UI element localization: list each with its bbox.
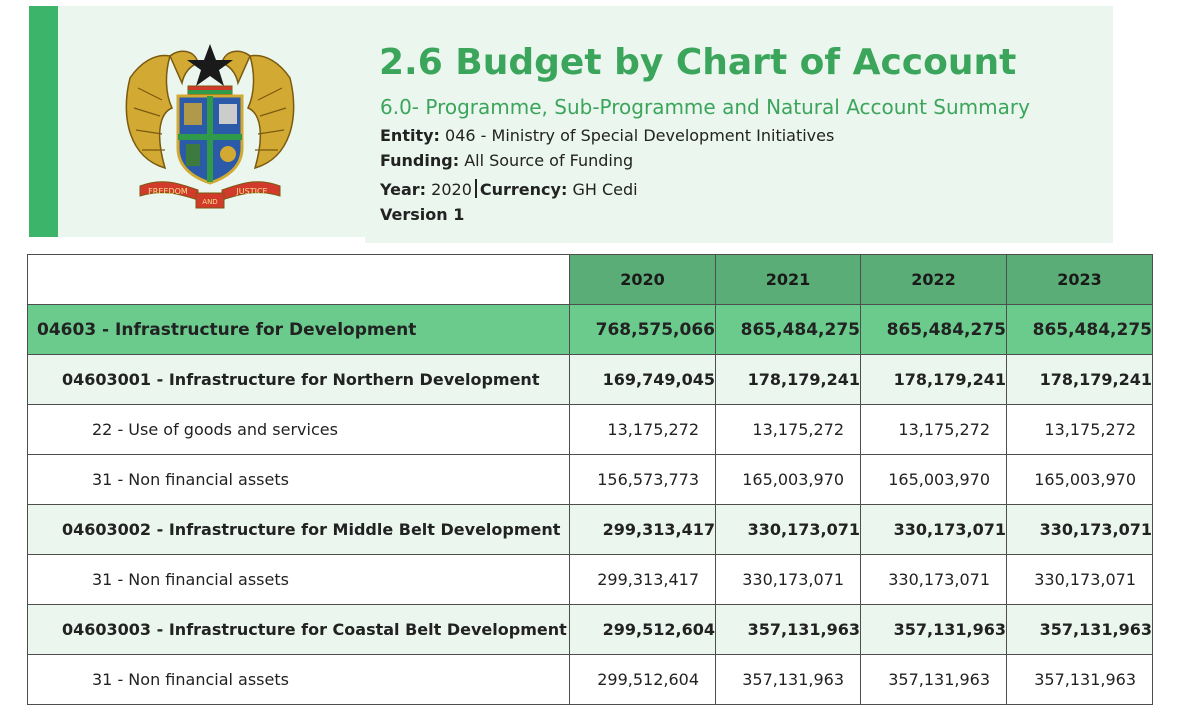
amount-cell: 299,313,417 [570, 555, 716, 605]
funding-value: All Source of Funding [464, 151, 634, 170]
amount-cell: 357,131,963 [1007, 605, 1153, 655]
ghana-coat-of-arms-icon [110, 38, 310, 213]
budget-table [27, 254, 1153, 705]
year-header: 2021 [716, 255, 861, 305]
account-row [28, 655, 1153, 705]
account-row [28, 455, 1153, 505]
year-header-row [28, 255, 1153, 305]
amount-cell: 357,131,963 [1007, 655, 1153, 705]
header-corner [28, 255, 570, 305]
amount-cell: 865,484,275 [861, 305, 1007, 355]
amount-cell: 178,179,241 [1007, 355, 1153, 405]
row-label: 31 - Non financial assets [28, 555, 570, 605]
accent-side-bar [29, 6, 58, 237]
motto-justice: JUSTICE [236, 187, 268, 196]
amount-cell: 156,573,773 [570, 455, 716, 505]
amount-cell: 165,003,970 [716, 455, 861, 505]
amount-cell: 13,175,272 [861, 405, 1007, 455]
year-currency-line [380, 179, 638, 199]
year-value: 2020 [431, 180, 472, 199]
amount-cell: 357,131,963 [716, 655, 861, 705]
currency-value: GH Cedi [572, 180, 638, 199]
entity-value: 046 - Ministry of Special Development Initiatives [445, 126, 835, 145]
entity-line [380, 126, 834, 145]
amount-cell: 178,179,241 [716, 355, 861, 405]
programme-row [28, 305, 1153, 355]
amount-cell: 299,512,604 [570, 655, 716, 705]
amount-cell: 330,173,071 [1007, 505, 1153, 555]
version-line [380, 205, 464, 224]
subprogramme-row [28, 355, 1153, 405]
row-label: 31 - Non financial assets [28, 455, 570, 505]
amount-cell: 865,484,275 [716, 305, 861, 355]
amount-cell: 165,003,970 [861, 455, 1007, 505]
amount-cell: 768,575,066 [570, 305, 716, 355]
amount-cell: 330,173,071 [1007, 555, 1153, 605]
amount-cell: 357,131,963 [716, 605, 861, 655]
amount-cell: 299,512,604 [570, 605, 716, 655]
funding-line [380, 151, 633, 170]
subprogramme-row [28, 605, 1153, 655]
amount-cell: 13,175,272 [570, 405, 716, 455]
row-label: 22 - Use of goods and services [28, 405, 570, 455]
separator-bar [475, 179, 477, 198]
amount-cell: 165,003,970 [1007, 455, 1153, 505]
amount-cell: 330,173,071 [716, 555, 861, 605]
page-subtitle: 6.0- Programme, Sub-Programme and Natural Account Summary [380, 95, 1030, 119]
motto-freedom: FREEDOM [148, 187, 188, 196]
amount-cell: 357,131,963 [861, 655, 1007, 705]
row-label: 04603 - Infrastructure for Development [28, 305, 570, 355]
amount-cell: 13,175,272 [1007, 405, 1153, 455]
amount-cell: 169,749,045 [570, 355, 716, 405]
row-label: 04603001 - Infrastructure for Northern Development [28, 355, 570, 405]
amount-cell: 299,313,417 [570, 505, 716, 555]
year-header: 2020 [570, 255, 716, 305]
row-label: 04603003 - Infrastructure for Coastal Belt Development [28, 605, 570, 655]
page-title: 2.6 Budget by Chart of Account [379, 42, 1017, 83]
account-row [28, 405, 1153, 455]
motto-and: AND [202, 198, 218, 206]
amount-cell: 865,484,275 [1007, 305, 1153, 355]
year-header: 2022 [861, 255, 1007, 305]
row-label: 04603002 - Infrastructure for Middle Belt Development [28, 505, 570, 555]
account-row [28, 555, 1153, 605]
version-label: Version 1 [380, 205, 465, 224]
subprogramme-row [28, 505, 1153, 555]
currency-label: Currency: [479, 180, 568, 199]
amount-cell: 330,173,071 [716, 505, 861, 555]
amount-cell: 13,175,272 [716, 405, 861, 455]
year-header: 2023 [1007, 255, 1153, 305]
amount-cell: 330,173,071 [861, 505, 1007, 555]
row-label: 31 - Non financial assets [28, 655, 570, 705]
header-notch [29, 237, 365, 245]
amount-cell: 357,131,963 [861, 605, 1007, 655]
funding-label: Funding: [380, 151, 460, 170]
amount-cell: 330,173,071 [861, 555, 1007, 605]
entity-label: Entity: [380, 126, 440, 145]
year-label: Year: [380, 180, 427, 199]
amount-cell: 178,179,241 [861, 355, 1007, 405]
